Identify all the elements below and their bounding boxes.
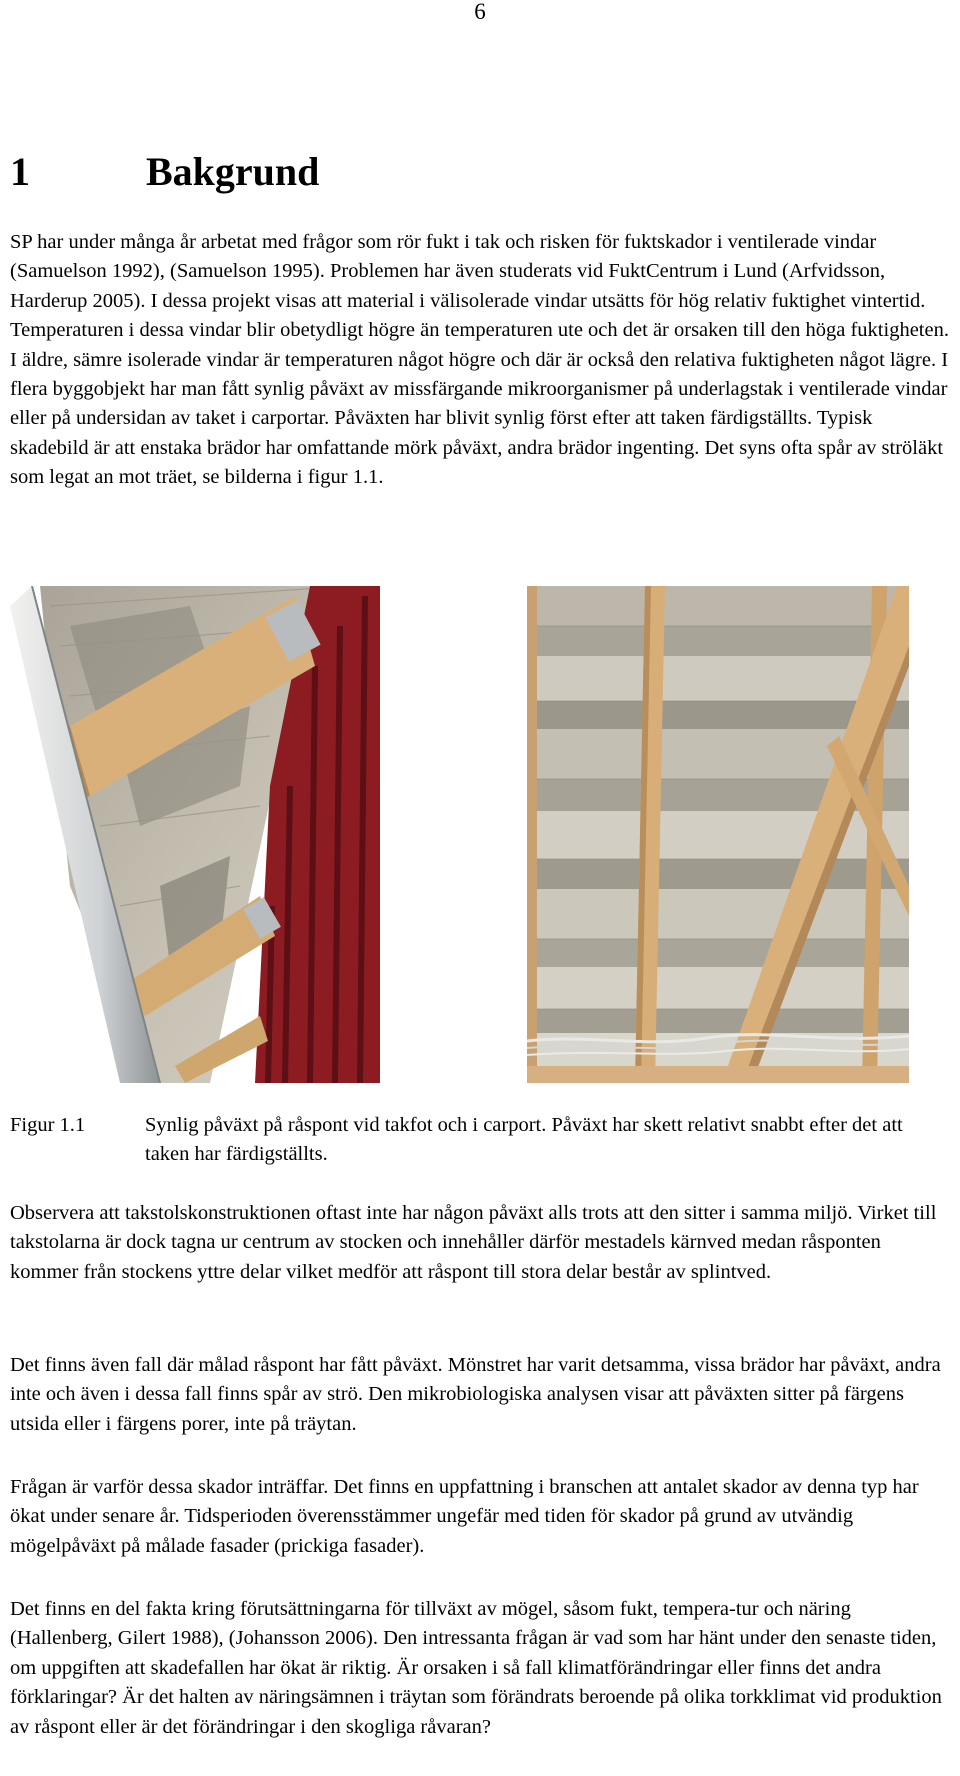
paragraph-facts: Det finns en del fakta kring förutsättningarna för tillväxt av mögel, såsom fukt, tempera-tur och näring (Hallenberg, Gilert 1988), (Johansson 2006). Den intressanta frågan är vad som har hänt under den senaste tiden, om uppgiften att skadefallen har ökat är riktig. Är orsaken i så fall klimatförändringar eller finns det andra förklaringar? Är det halten av näringsämnen i träytan som förändrats beroende på olika torkklimat vid produktion av råspont eller är det förändringar i den skogliga råvaran? <box>10 1598 942 1738</box>
paragraph-intro: SP har under många år arbetat med frågor som rör fukt i tak och risken för fuktskador i ventilerade vindar (Samuelson 1992), (Samuelson 1995). Problemen har även studerats vid FuktCentrum i Lund (Arfvidsson, Harderup 2005). I dessa projekt visas att material i välisolerade vindar utsätts för hög relativ fuktighet vintertid. Temperaturen i dessa vindar blir obetydligt högre än temperaturen ute och det är orsaken till den höga fuktigheten. I äldre, sämre isolerade vindar är temperaturen något högre och där är också den relativa fuktigheten något lägre. I flera byggobjekt har man fått synlig påväxt av missfärgande mikroorganismer på underlagstak i ventilerade vindar eller på undersidan av taket i carportar. Påväxten har blivit synlig först efter att taken färdigställts. Typisk skadebild är att enstaka brädor har omfattande mörk påväxt, andra brädor ingenting. Det syns ofta spår av ströläkt som legat an mot träet, se bilderna i figur 1.1. <box>10 231 949 489</box>
figure-label: Figur 1.1 <box>10 1114 86 1136</box>
paragraph-question: Frågan är varför dessa skador inträffar. Det finns en uppfattning i branschen att antalet skador av denna typ har ökat under senare år. Tidsperioden överensstämmer ungefär med tiden för skador på grund av utvändig mögelpåväxt på målade fasader (prickiga fasader). <box>10 1476 919 1557</box>
chapter-number: 1 <box>10 149 30 194</box>
photo-carport-ceiling <box>527 586 909 1083</box>
paragraph-truss: Observera att takstolskonstruktionen oftast inte har någon påväxt alls trots att den sitter i samma miljö. Virket till takstolarna är dock tagna ur centrum av stocken och innehåller därför mestadels kärnved medan råsponten kommer från stockens yttre delar vilket medför att råspont till stora delar består av splintved. <box>10 1202 937 1283</box>
page-number: 6 <box>474 0 486 24</box>
chapter-heading <box>10 147 319 197</box>
figure-caption: Synlig påväxt på råspont vid takfot och i carport. Påväxt har skett relativt snabbt efter det att taken har färdigställts. <box>145 1114 903 1166</box>
paragraph-painted: Det finns även fall där målad råspont har fått påväxt. Mönstret har varit detsamma, vissa brädor har påväxt, andra inte och även i dessa fall finns spår av strö. Den mikrobiologiska analysen visar att påväxten sitter på färgens utsida eller i färgens porer, inte på träytan. <box>10 1354 941 1435</box>
chapter-title: Bakgrund <box>146 149 320 194</box>
photo-eaves <box>10 586 380 1083</box>
